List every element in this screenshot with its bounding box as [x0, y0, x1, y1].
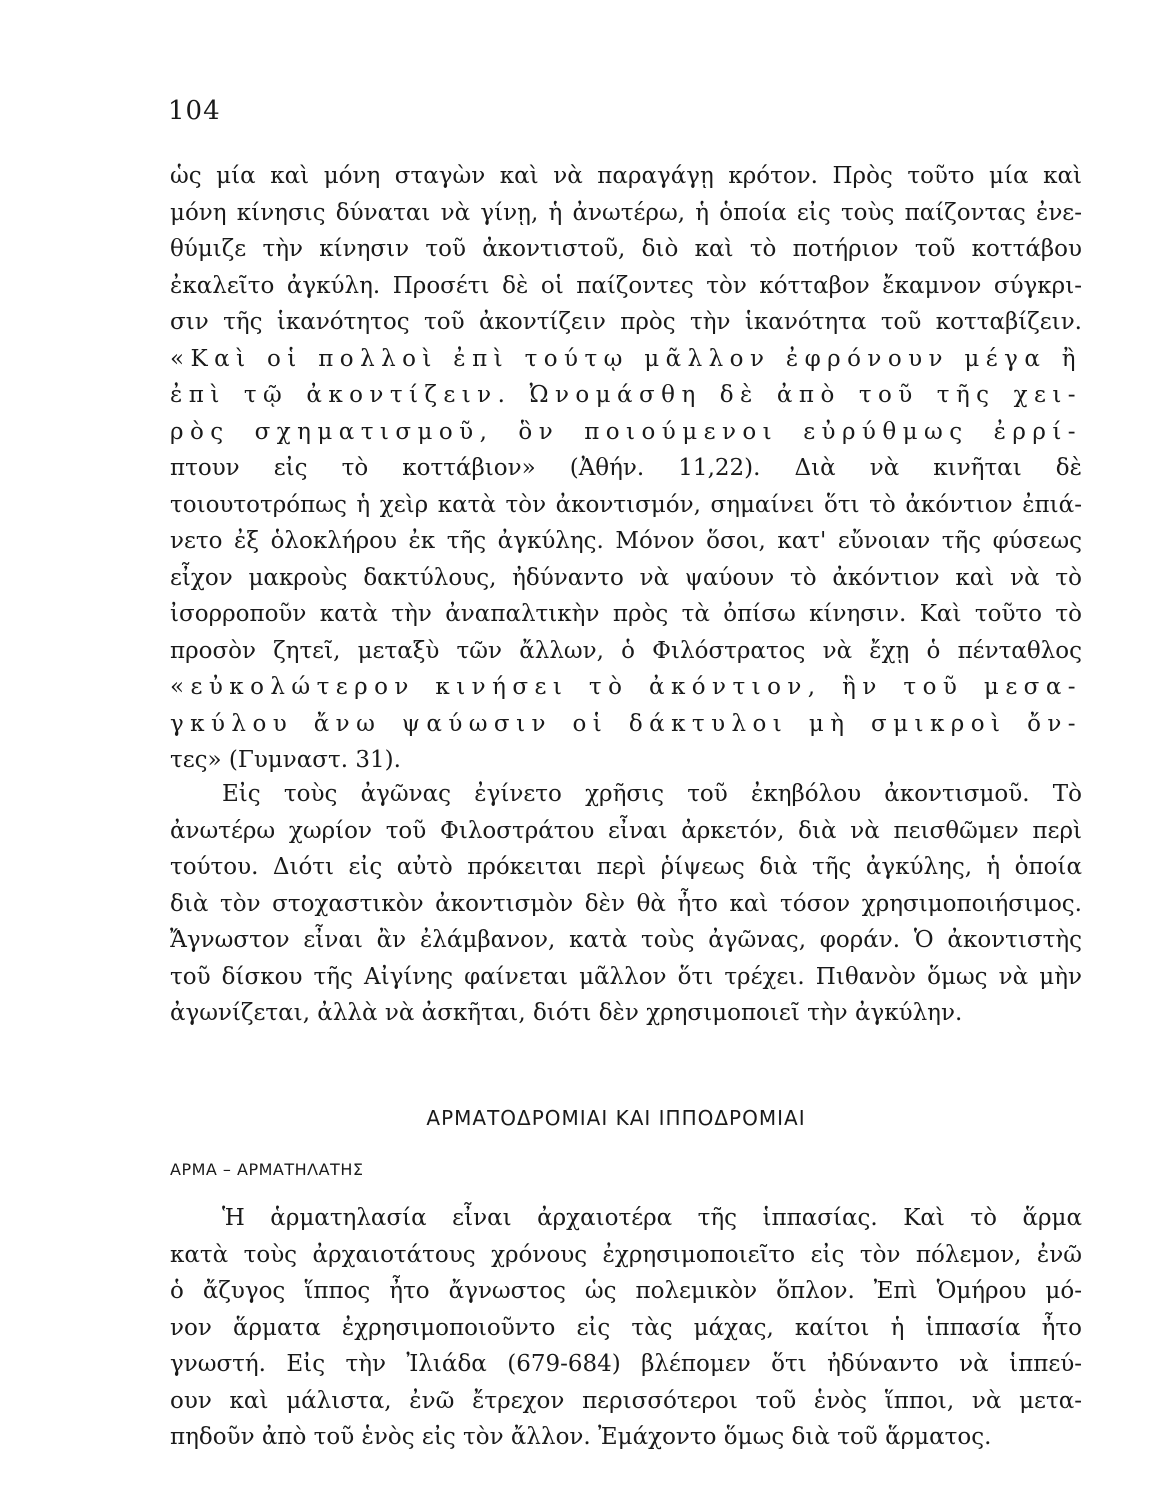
text-line: ὁ ἄζυγος ἵππος ἦτο ἄγνωστος ὡς πολεμικὸν ὅπλον. Ἐπὶ Ὁμήρου μό-	[170, 1278, 1082, 1304]
section-heading: ΑΡΜΑΤΟΔΡΟΜΙΑΙ ΚΑΙ ΙΠΠΟΔΡΟΜΙΑΙ	[426, 1106, 806, 1130]
text-line: διὰ τὸν στοχαστικὸν ἀκοντισμὸν δὲν θὰ ἦτο καὶ τόσον χρησιμοποιήσιμος.	[170, 890, 1082, 917]
text-line: νον ἅρματα ἐχρησιμοποιοῦντο εἰς τὰς μάχας, καίτοι ἡ ἱππασία ἦτο	[170, 1314, 1082, 1341]
text-line: ουν καὶ μάλιστα, ἐνῶ ἔτρεχον περισσότεροι τοῦ ἑνὸς ἵπποι, νὰ μετα-	[170, 1387, 1082, 1414]
text-line: ὡς μία καὶ μόνη σταγὼν καὶ νὰ παραγάγῃ κρότον. Πρὸς τοῦτο μία καὶ	[170, 163, 1082, 189]
text-line: εἶχον μακροὺς δακτύλους, ἠδύναντο νὰ ψαύουν τὸ ἀκόντιον καὶ νὰ τὸ	[170, 564, 1082, 591]
text-line: πηδοῦν ἀπὸ τοῦ ἑνὸς εἰς τὸν ἄλλον. Ἐμάχοντο ὅμως διὰ τοῦ ἅρματος.	[170, 1424, 992, 1450]
text-line: ἀγωνίζεται, ἀλλὰ νὰ ἀσκῆται, διότι δὲν χρησιμοποιεῖ τὴν ἀγκύλην.	[170, 1000, 963, 1026]
text-line: προσὸν ζητεῖ, μεταξὺ τῶν ἄλλων, ὁ Φιλόστρατος νὰ ἔχῃ ὁ πένταθλος	[170, 637, 1082, 664]
quoted-text-line: «εὐκολώτερον κινήσει τὸ ἀκόντιον, ἣν τοῦ μεσα-	[170, 674, 1082, 700]
text-line: τες» (Γυμναστ. 31).	[170, 747, 401, 773]
text-line: Ἄγνωστον εἶναι ἂν ἐλάμβανον, κατὰ τοὺς ἀγῶνας, φοράν. Ὁ ἀκοντιστὴς	[170, 927, 1082, 953]
subsection-heading: ΑΡΜΑ – ΑΡΜΑΤΗΛΑΤΗΣ	[170, 1160, 364, 1179]
text-line: σιν τῆς ἱκανότητος τοῦ ἀκοντίζειν πρὸς τὴν ἱκανότητα τοῦ κοτταβίζειν.	[170, 309, 1082, 335]
page-number: 104	[168, 96, 221, 126]
text-line: τοιουτοτρόπως ἡ χεὶρ κατὰ τὸν ἀκοντισμόν, σημαίνει ὅτι τὸ ἀκόντιον ἐπιά-	[170, 491, 1082, 518]
quoted-text-line: γκύλου ἄνω ψαύωσιν οἱ δάκτυλοι μὴ σμικροὶ ὄν-	[170, 710, 1082, 737]
text-line: Εἰς τοὺς ἀγῶνας ἐγίνετο χρῆσις τοῦ ἐκηβόλου ἀκοντισμοῦ. Τὸ	[222, 781, 1082, 807]
quoted-text-line: «Καὶ οἱ πολλοὶ ἐπὶ τούτῳ μᾶλλον ἐφρόνουν μέγα ἢ	[170, 345, 1082, 372]
text-line: θύμιζε τὴν κίνησιν τοῦ ἀκοντιστοῦ, διὸ καὶ τὸ ποτήριον τοῦ κοττάβου	[170, 236, 1082, 262]
text-line: γνωστή. Εἰς τὴν Ἰλιάδα (679-684) βλέπομεν ὅτι ἠδύναντο νὰ ἱππεύ-	[170, 1351, 1082, 1377]
paragraph-2	[170, 776, 1082, 1032]
paragraph-1	[170, 158, 1082, 779]
text-line: μόνη κίνησις δύναται νὰ γίνῃ, ἡ ἀνωτέρω, ἡ ὁποία εἰς τοὺς παίζοντας ἐνε-	[170, 199, 1082, 226]
text-line: ἀνωτέρω χωρίον τοῦ Φιλοστράτου εἶναι ἀρκετόν, διὰ νὰ πεισθῶμεν περὶ	[170, 817, 1082, 844]
text-line: νετο ἐξ ὁλοκλήρου ἐκ τῆς ἀγκύλης. Μόνον ὅσοι, κατ' εὔνοιαν τῆς φύσεως	[170, 528, 1082, 554]
text-line: ἰσορροποῦν κατὰ τὴν ἀναπαλτικὴν πρὸς τὰ ὀπίσω κίνησιν. Καὶ τοῦτο τὸ	[170, 601, 1082, 627]
quoted-text-line: ἐπὶ τῷ ἀκοντίζειν. Ὠνομάσθη δὲ ἀπὸ τοῦ τῆς χει-	[170, 382, 1082, 408]
text-line: κατὰ τοὺς ἀρχαιοτάτους χρόνους ἐχρησιμοποιεῖτο εἰς τὸν πόλεμον, ἐνῶ	[170, 1241, 1082, 1268]
text-line: τοῦ δίσκου τῆς Αἰγίνης φαίνεται μᾶλλον ὅτι τρέχει. Πιθανὸν ὅμως νὰ μὴν	[170, 963, 1082, 990]
text-line: ἐκαλεῖτο ἀγκύλη. Προσέτι δὲ οἱ παίζοντες τὸν κότταβον ἔκαμνον σύγκρι-	[170, 272, 1082, 299]
quoted-text-line: ρὸς σχηματισμοῦ, ὃν ποιούμενοι εὐρύθμως ἐρρί-	[170, 418, 1082, 445]
text-line: τούτου. Διότι εἰς αὐτὸ πρόκειται περὶ ῥίψεως διὰ τῆς ἀγκύλης, ἡ ὁποία	[170, 854, 1082, 880]
text-line: πτουν εἰς τὸ κοττάβιον» (Ἀθήν. 11,22). Διὰ νὰ κινῆται δὲ	[170, 455, 1082, 481]
text-line: Ἡ ἁρματηλασία εἶναι ἀρχαιοτέρα τῆς ἱππασίας. Καὶ τὸ ἅρμα	[222, 1205, 1082, 1231]
paragraph-3	[170, 1200, 1082, 1456]
